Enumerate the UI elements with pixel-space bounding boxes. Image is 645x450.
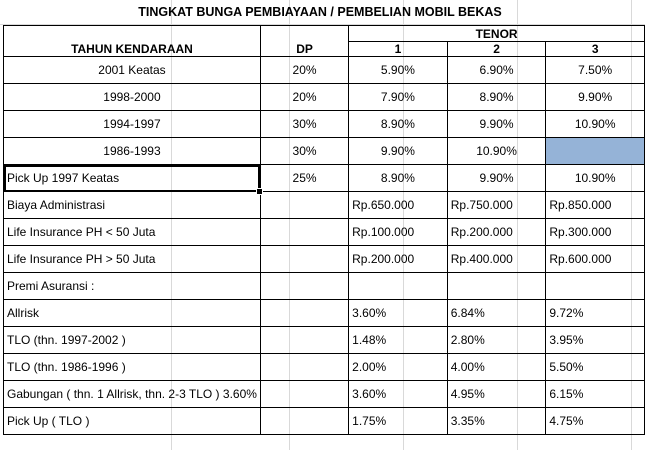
tenor-3-cell[interactable]: 6.15%: [546, 381, 645, 408]
empty-cell[interactable]: [260, 192, 348, 219]
premi-row: [4, 354, 645, 381]
tenor-1-cell[interactable]: 1.75%: [349, 408, 448, 435]
header-tenor-3[interactable]: 3: [546, 42, 645, 57]
dp-cell[interactable]: 30%: [260, 111, 348, 138]
tenor-1-cell[interactable]: 9.90%: [349, 138, 448, 165]
tenor-1-cell[interactable]: 5.90%: [349, 57, 448, 84]
fee-label[interactable]: Life Insurance PH > 50 Juta: [4, 246, 261, 273]
rate-table: [3, 25, 645, 435]
premi-row: [4, 300, 645, 327]
tenor-2-cell[interactable]: Rp.400.000: [447, 246, 546, 273]
tenor-1-cell[interactable]: 2.00%: [349, 354, 448, 381]
fill-handle[interactable]: [256, 188, 263, 195]
tenor-1-cell[interactable]: Rp.100.000: [349, 219, 448, 246]
tenor-3-cell[interactable]: 9.90%: [546, 84, 645, 111]
tenor-3-cell[interactable]: Rp.850.000: [546, 192, 645, 219]
tenor-2-cell[interactable]: Rp.750.000: [447, 192, 546, 219]
tenor-2-cell[interactable]: 3.35%: [447, 408, 546, 435]
tenor-2-cell[interactable]: 4.95%: [447, 381, 546, 408]
premi-label[interactable]: Premi Asuransi :: [4, 273, 261, 300]
year-cell[interactable]: 2001 Keatas: [4, 57, 261, 84]
dp-cell[interactable]: 20%: [260, 57, 348, 84]
tenor-3-cell[interactable]: 10.90%: [546, 165, 645, 192]
empty-cell[interactable]: [260, 273, 348, 300]
premi-item-label[interactable]: Pick Up ( TLO ): [4, 408, 261, 435]
empty-cell[interactable]: [260, 354, 348, 381]
tenor-2-cell[interactable]: 9.90%: [447, 111, 546, 138]
tenor-3-cell[interactable]: 9.72%: [546, 300, 645, 327]
empty-cell[interactable]: [260, 219, 348, 246]
fee-label[interactable]: Life Insurance PH < 50 Juta: [4, 219, 261, 246]
premi-row: [4, 408, 645, 435]
rate-row: [4, 57, 645, 84]
premi-row: [4, 327, 645, 354]
dp-cell[interactable]: 30%: [260, 138, 348, 165]
header-tahun[interactable]: TAHUN KENDARAAN: [4, 26, 261, 57]
empty-cell[interactable]: [260, 408, 348, 435]
tenor-3-cell[interactable]: 3.95%: [546, 327, 645, 354]
fee-label[interactable]: Biaya Administrasi: [4, 192, 261, 219]
premi-item-label[interactable]: Allrisk: [4, 300, 261, 327]
header-tenor-1[interactable]: 1: [349, 42, 448, 57]
rate-row: [4, 84, 645, 111]
empty-cell[interactable]: [260, 327, 348, 354]
tenor-2-cell[interactable]: 9.90%: [447, 165, 546, 192]
fee-row: [4, 246, 645, 273]
tenor-2-cell[interactable]: 6.84%: [447, 300, 546, 327]
tenor-1-cell[interactable]: 8.90%: [349, 111, 448, 138]
tenor-1-cell[interactable]: 3.60%: [349, 300, 448, 327]
tenor-3-cell[interactable]: 10.90%: [546, 111, 645, 138]
tenor-1-cell[interactable]: Rp.650.000: [349, 192, 448, 219]
empty-cell[interactable]: [260, 381, 348, 408]
premi-header-row: [4, 273, 645, 300]
premi-item-label[interactable]: Gabungan ( thn. 1 Allrisk, thn. 2-3 TLO ) 3.60%: [4, 381, 261, 408]
tenor-2-cell[interactable]: 10.90%: [447, 138, 546, 165]
tenor-1-cell[interactable]: 7.90%: [349, 84, 448, 111]
tenor-2-cell[interactable]: 6.90%: [447, 57, 546, 84]
empty-cell[interactable]: [546, 273, 645, 300]
tenor-3-cell[interactable]: 5.50%: [546, 354, 645, 381]
year-cell[interactable]: 1998-2000: [4, 84, 261, 111]
tenor-3-cell[interactable]: 7.50%: [546, 57, 645, 84]
header-tenor-2[interactable]: 2: [447, 42, 546, 57]
active-cell[interactable]: Pick Up 1997 Keatas: [4, 165, 261, 192]
tenor-3-cell[interactable]: Rp.600.000: [546, 246, 645, 273]
empty-cell[interactable]: [349, 273, 448, 300]
tenor-2-cell[interactable]: 8.90%: [447, 84, 546, 111]
tenor-1-cell[interactable]: 3.60%: [349, 381, 448, 408]
selected-cell[interactable]: [546, 138, 645, 165]
tenor-1-cell[interactable]: Rp.200.000: [349, 246, 448, 273]
sheet-title: TINGKAT BUNGA PEMBIAYAAN / PEMBELIAN MOBIL BEKAS: [138, 5, 502, 19]
tenor-3-cell[interactable]: 4.75%: [546, 408, 645, 435]
dp-cell[interactable]: 25%: [260, 165, 348, 192]
empty-cell[interactable]: [447, 273, 546, 300]
header-tenor[interactable]: TENOR: [349, 26, 645, 42]
tenor-1-cell[interactable]: 8.90%: [349, 165, 448, 192]
dp-cell[interactable]: 20%: [260, 84, 348, 111]
rate-row: [4, 138, 645, 165]
rate-row: [4, 165, 645, 192]
tenor-1-cell[interactable]: 1.48%: [349, 327, 448, 354]
tenor-2-cell[interactable]: 4.00%: [447, 354, 546, 381]
premi-item-label[interactable]: TLO (thn. 1997-2002 ): [4, 327, 261, 354]
fee-row: [4, 192, 645, 219]
tenor-2-cell[interactable]: Rp.200.000: [447, 219, 546, 246]
rate-row: [4, 111, 645, 138]
year-cell[interactable]: 1994-1997: [4, 111, 261, 138]
header-dp[interactable]: DP: [260, 26, 348, 57]
premi-row: [4, 381, 645, 408]
empty-cell[interactable]: [260, 246, 348, 273]
tenor-2-cell[interactable]: 2.80%: [447, 327, 546, 354]
tenor-3-cell[interactable]: Rp.300.000: [546, 219, 645, 246]
premi-item-label[interactable]: TLO (thn. 1986-1996 ): [4, 354, 261, 381]
empty-cell[interactable]: [260, 300, 348, 327]
year-cell[interactable]: 1986-1993: [4, 138, 261, 165]
fee-row: [4, 219, 645, 246]
